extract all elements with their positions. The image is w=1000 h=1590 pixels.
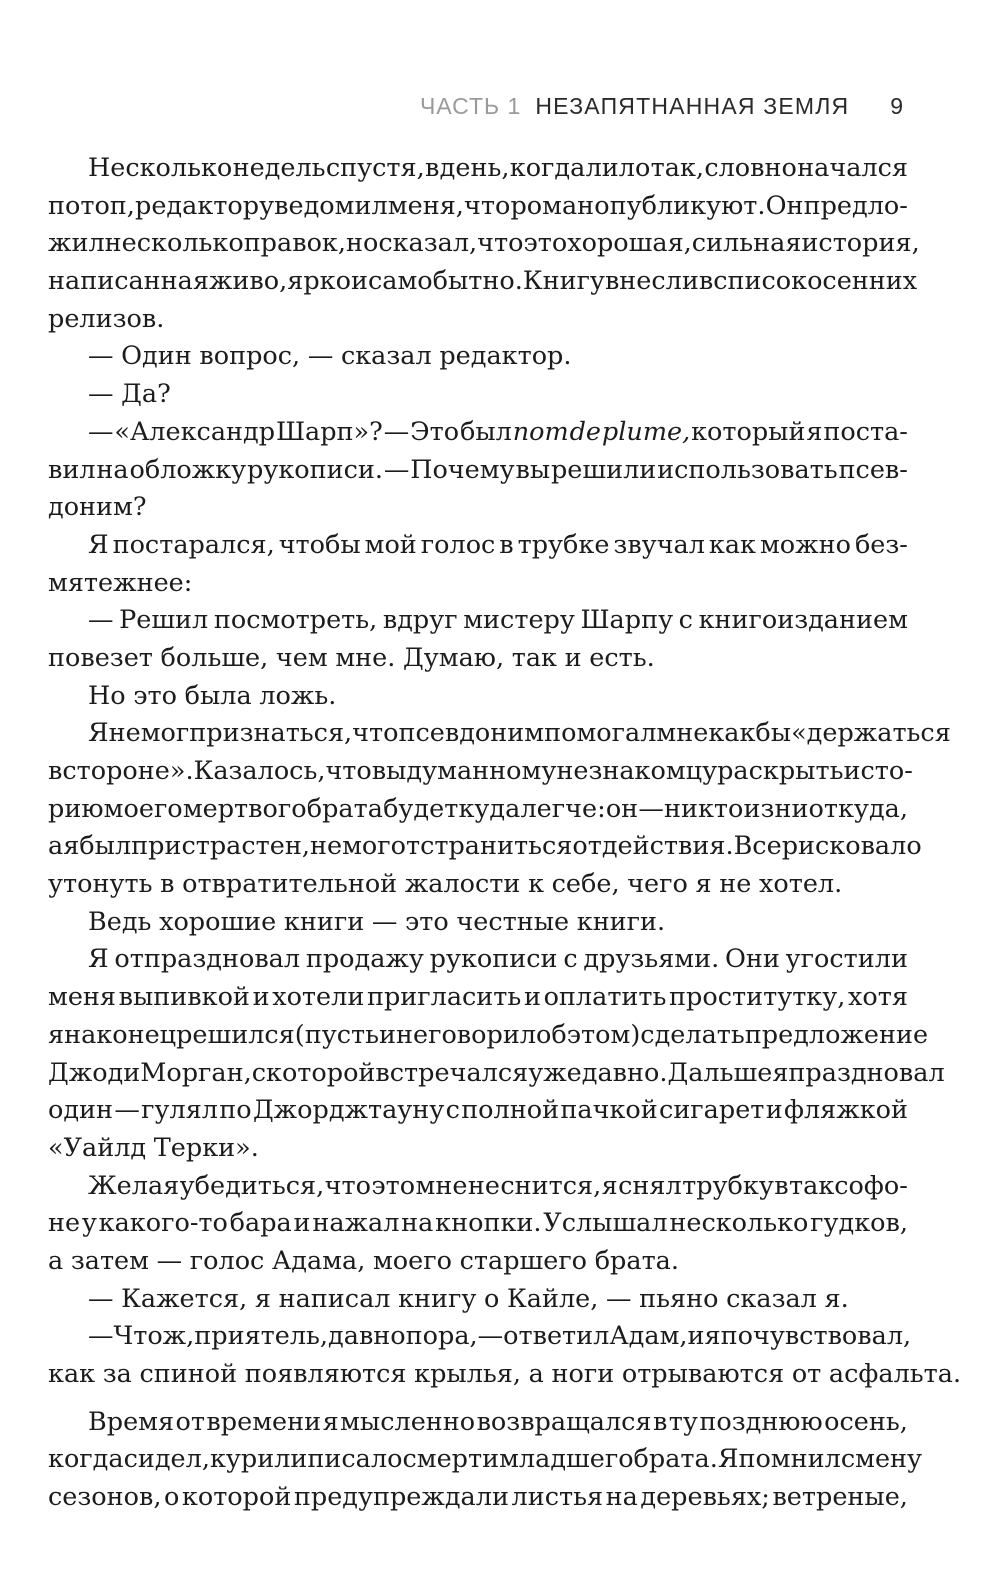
text-line: — Решил посмотреть, вдруг мистеру Шарпу с книгоизданием [88,605,908,636]
text-line: Время от времени я мысленно возвращался в ту позднюю осень, [88,1406,908,1437]
part-label: ЧАСТЬ 1 [420,92,522,119]
text-line: Я постарался, чтобы мой голос в трубке звучал как можно без- [88,529,908,560]
text-line: а я был пристрастен, не мог отстраниться от действия. Все рисковало [48,831,922,862]
text-line: — Кажется, я написал книгу о Кайле, — пьяно сказал я. [88,1283,849,1314]
text-line: доним? [48,492,147,523]
text-line: я наконец решился (пусть и не говорил об этом) сделать предложение [48,1019,929,1050]
text-line: Я отпраздновал продажу рукописи с друзьями. Они угостили [88,944,908,975]
text-line: один — гулял по Джорджтауну с полной пачкой сигарет и фляжкой [48,1095,908,1126]
text-line: написанная живо, ярко и самобытно. Книгу внесли в список осенних [48,266,918,297]
text-line: утонуть в отвратительной жалости к себе, чего я не хотел. [48,869,843,900]
text-line: — Один вопрос, — сказал редактор. [88,341,572,372]
text-line: вил на обложку рукописи. — Почему вы решили использовать псев- [48,454,908,485]
text-line: Желая убедиться, что это мне не снится, я снял трубку в таксофо- [88,1170,908,1201]
text-line: повезет больше, чем мне. Думаю, так и есть. [48,642,655,673]
text-line: меня выпивкой и хотели пригласить и оплатить проститутку, хотя [48,982,908,1013]
text-line: в стороне». Казалось, что выдуманному незнакомцу раскрыть исто- [48,756,913,786]
text-line: сезонов, о которой предупреждали листья на деревьях; ветреные, [48,1482,908,1513]
body-text [48,150,962,1517]
text-line: мятежнее: [48,567,193,598]
text-line: рию моего мертвого брата будет куда легче: он — никто из ниоткуда, [48,793,908,824]
text-line: жил несколько правок, но сказал, что это хорошая, сильная история, [48,228,920,259]
text-line: — Что ж, приятель, давно пора, — ответил Адам, и я почувствовал, [88,1321,912,1352]
text-line: не у какого-то бара и нажал на кнопки. Услышал несколько гудков, [48,1208,908,1239]
text-line: Несколько недель спустя, в день, когда лило так, словно начался [88,153,908,183]
text-line: когда сидел, курил и писал о смерти младшего брата. Я помнил смену [48,1444,923,1475]
text-line: а затем — голос Адама, моего старшего брата. [48,1245,679,1276]
chapter-title: НЕЗАПЯТНАННАЯ ЗЕМЛЯ [535,92,850,119]
text-line: «Уайлд Терки». [48,1132,259,1163]
text-line: — Да? [88,379,171,410]
text-line: Я не мог признаться, что псевдоним помогал мне как бы «держаться [88,718,951,749]
text-line: — «Александр Шарп»? — Это был nom de plume, который я поста- [88,416,908,447]
text-line: Джоди Морган, с которой встречался уже давно. Дальше я праздновал [48,1057,945,1088]
text-line: Ведь хорошие книги — это честные книги. [88,906,666,937]
text-line: Но это была ложь. [88,680,337,711]
text-line: потоп, редактор уведомил меня, что роман опубликуют. Он предло- [48,190,908,221]
text-line: как за спиной появляются крылья, а ноги отрываются от асфальта. [48,1359,962,1389]
text-line: релизов. [48,303,165,334]
page-number: 9 [890,92,904,119]
running-header [420,86,904,126]
